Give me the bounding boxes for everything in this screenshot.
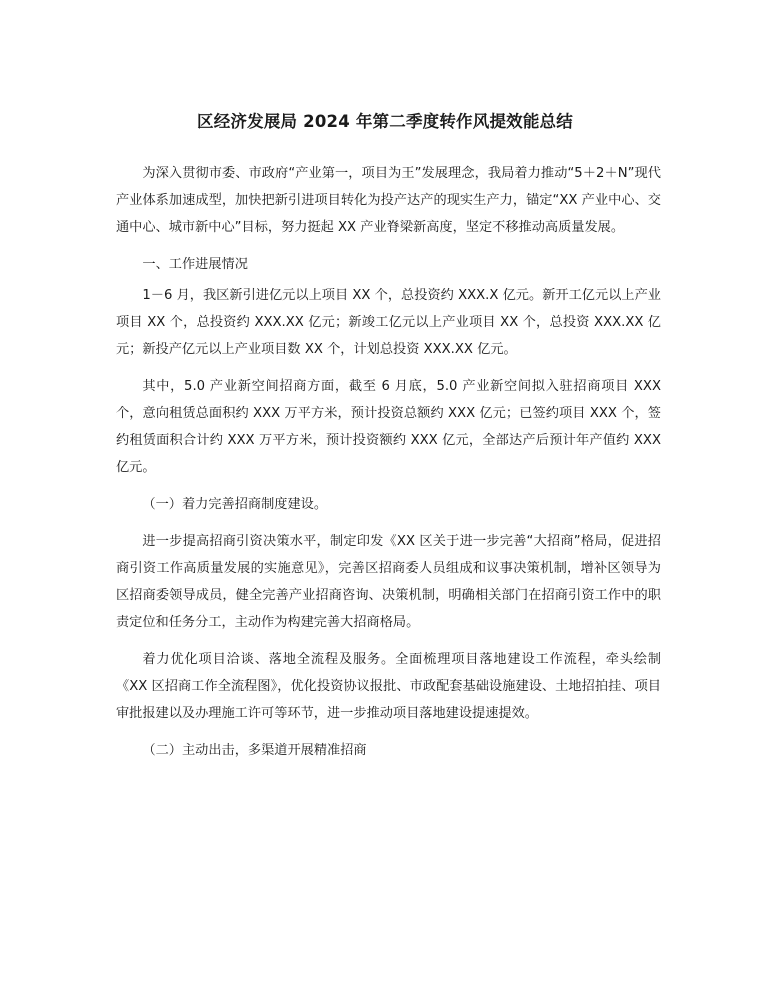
process-paragraph: 着力优化项目洽谈、落地全流程及服务。全面梳理项目落地建设工作流程，牵头绘制《XX 区招商工作全流程图》，优化投资协议报批、市政配套基础设施建设、土地招拍挂、项目审批报建以及办理施工许可等环节，进一步推动项目落地建设提速提效。 — [116, 652, 661, 721]
document-body — [116, 160, 661, 764]
subsection-heading-2: （二）主动出击，多渠道开展精准招商 — [142, 743, 367, 758]
policy-paragraph: 进一步提高招商引资决策水平，制定印发《XX 区关于进一步完善“大招商”格局，促进招商引资工作高质量发展的实施意见》，完善区招商委人员组成和议事决策机制，增补区领导为区招商委领导成员，健全完善产业招商咨询、决策机制，明确相关部门在招商引资工作中的职责定位和任务分工，主动作为构建完善大招商格局。 — [116, 534, 661, 630]
document-title: 区经济发展局 2024 年第二季度转作风提效能总结 — [197, 112, 573, 131]
new-space-paragraph: 其中，5.0 产业新空间招商方面，截至 6 月底，5.0 产业新空间拟入驻招商项目 XXX 个，意向租赁总面积约 XXX 万平方米，预计投资总额约 XXX 亿元；已签约项目 XXX 个，签约租赁面积合计约 XXX 万平方米，预计投资额约 XXX 亿元，全部达产后预计年产值约 XXX 亿元。 — [116, 379, 661, 475]
progress-paragraph: 1－6 月，我区新引进亿元以上项目 XX 个，总投资约 XXX.X 亿元。新开工亿元以上产业项目 XX 个，总投资约 XXX.XX 亿元；新竣工亿元以上产业项目 XX 个，总投资 XXX.XX 亿元；新投产亿元以上产业项目数 XX 个，计划总投资 XXX.XX 亿元。 — [116, 288, 661, 357]
section-heading-progress: 一、工作进展情况 — [142, 257, 248, 272]
subsection-heading-1: （一）着力完善招商制度建设。 — [142, 497, 328, 512]
intro-paragraph: 为深入贯彻市委、市政府“产业第一，项目为王”发展理念，我局着力推动“5＋2＋N”现代产业体系加速成型，加快把新引进项目转化为投产达产的现实生产力，锚定“XX 产业中心、交通中心、城市新中心”目标，努力挺起 XX 产业脊梁新高度，坚定不移推动高质量发展。 — [116, 166, 661, 235]
